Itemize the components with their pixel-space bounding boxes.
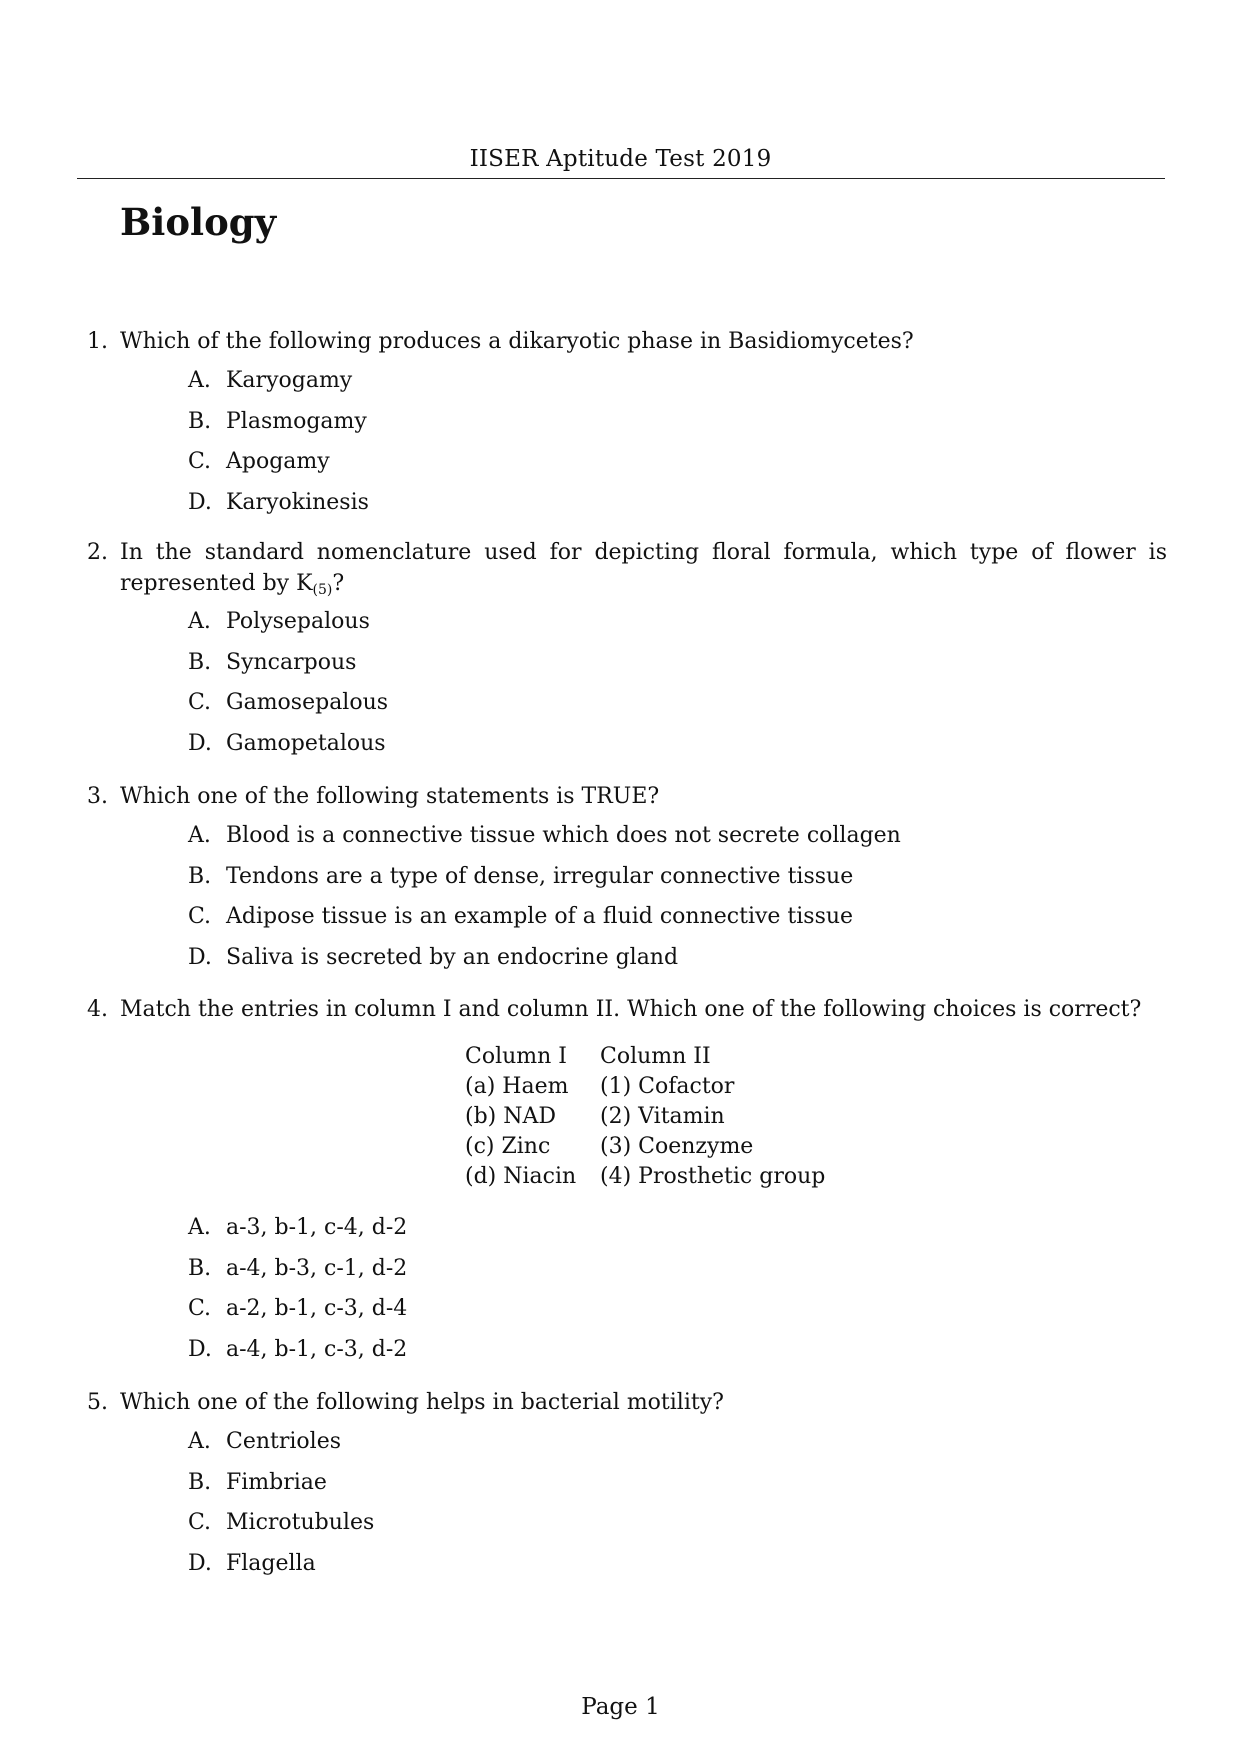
option-letter: C. — [188, 1510, 212, 1535]
question-number: 1. — [87, 329, 108, 354]
option-text: Flagella — [226, 1550, 316, 1576]
match-table-row — [465, 1132, 825, 1162]
option-text: Apogamy — [226, 449, 330, 474]
option-text: Saliva is secreted by an endocrine gland — [226, 944, 679, 970]
option-letter: B. — [188, 408, 212, 434]
column-1-cell: (a) Haem — [465, 1074, 569, 1099]
option-letter: B. — [188, 1469, 212, 1495]
question-number: 2. — [87, 540, 108, 565]
option-letter: A. — [188, 1215, 211, 1240]
option-text: Tendons are a type of dense, irregular connective tissue — [226, 863, 854, 889]
option-letter: D. — [188, 944, 212, 970]
option-text: Syncarpous — [226, 649, 357, 675]
option-letter: C. — [188, 904, 212, 929]
option-letter: A. — [188, 823, 211, 848]
question-number: 4. — [87, 997, 108, 1022]
question-1-options — [188, 361, 369, 523]
column-1-cell: (c) Zinc — [465, 1134, 551, 1159]
question-text: Match the entries in column I and column II. Which one of the following choices is correct? — [120, 997, 1142, 1022]
option-b — [188, 1463, 374, 1504]
option-letter: B. — [188, 649, 212, 675]
option-letter: D. — [188, 1550, 212, 1576]
option-text: Karyogamy — [226, 368, 353, 393]
option-b — [188, 857, 901, 898]
option-text: Plasmogamy — [226, 408, 367, 434]
column-2-cell: (4) Prosthetic group — [600, 1164, 826, 1189]
column-2-cell: (2) Vitamin — [600, 1104, 725, 1129]
option-b — [188, 1249, 407, 1290]
column-2-header: Column II — [600, 1044, 711, 1069]
option-a — [188, 1208, 407, 1249]
option-d — [188, 1544, 374, 1585]
question-1 — [87, 326, 1167, 357]
question-2 — [87, 537, 1167, 599]
match-table-row — [465, 1162, 825, 1192]
question-text: Which of the following produces a dikaryotic phase in Basidiomycetes? — [120, 329, 914, 354]
option-b — [188, 643, 388, 684]
option-b — [188, 402, 369, 443]
option-c — [188, 442, 369, 483]
option-letter: C. — [188, 1296, 212, 1321]
question-4-options — [188, 1208, 407, 1370]
match-table-header-row — [465, 1042, 825, 1072]
option-text: a-3, b-1, c-4, d-2 — [226, 1215, 408, 1240]
option-text: Adipose tissue is an example of a fluid connective tissue — [226, 904, 854, 929]
page-number: Page 1 — [581, 1694, 660, 1720]
option-text: Gamopetalous — [226, 730, 386, 756]
option-d — [188, 938, 901, 979]
question-text — [120, 537, 1167, 599]
option-a — [188, 1422, 374, 1463]
option-a — [188, 602, 388, 643]
option-letter: C. — [188, 449, 212, 474]
option-letter: D. — [188, 489, 212, 515]
option-text: a-4, b-1, c-3, d-2 — [226, 1336, 408, 1362]
question-number: 5. — [87, 1390, 108, 1415]
question-4 — [87, 994, 1167, 1025]
option-d — [188, 483, 369, 524]
option-text: Gamosepalous — [226, 690, 389, 715]
column-1-header: Column I — [465, 1044, 567, 1069]
column-2-cell: (1) Cofactor — [600, 1074, 735, 1099]
match-table-row — [465, 1072, 825, 1102]
option-letter: A. — [188, 368, 211, 393]
question-number: 3. — [87, 784, 108, 809]
match-table — [465, 1042, 825, 1192]
column-1-cell: (d) Niacin — [465, 1164, 577, 1189]
option-text: Microtubules — [226, 1510, 375, 1535]
option-a — [188, 816, 901, 857]
option-c — [188, 1503, 374, 1544]
option-c — [188, 897, 901, 938]
option-letter: D. — [188, 1336, 212, 1362]
match-table-row — [465, 1102, 825, 1132]
question-5-options — [188, 1422, 374, 1584]
option-letter: D. — [188, 730, 212, 756]
option-c — [188, 683, 388, 724]
column-1-cell: (b) NAD — [465, 1104, 557, 1129]
option-d — [188, 1330, 407, 1371]
header-divider — [77, 178, 1165, 179]
option-text: Centrioles — [226, 1429, 342, 1454]
option-letter: B. — [188, 1255, 212, 1281]
option-letter: C. — [188, 690, 212, 715]
section-title: Biology — [120, 200, 277, 244]
question-text-main: In the standard nomenclature used for depicting floral formula, which type of flower is represented by K — [120, 540, 1167, 596]
option-letter: A. — [188, 1429, 211, 1454]
option-text: Karyokinesis — [226, 489, 369, 515]
question-2-options — [188, 602, 388, 764]
option-a — [188, 361, 369, 402]
option-text: Polysepalous — [226, 609, 370, 634]
question-text-end: ? — [332, 571, 345, 596]
question-text-subscript: (5) — [312, 582, 333, 598]
question-3 — [87, 781, 1167, 812]
page-header-title: IISER Aptitude Test 2019 — [469, 146, 772, 172]
question-text: Which one of the following helps in bacterial motility? — [120, 1390, 724, 1415]
option-text: Blood is a connective tissue which does not secrete collagen — [226, 823, 901, 848]
option-text: a-2, b-1, c-3, d-4 — [226, 1296, 408, 1321]
question-5 — [87, 1387, 1167, 1418]
question-text: Which one of the following statements is TRUE? — [120, 784, 660, 809]
question-3-options — [188, 816, 901, 978]
option-d — [188, 724, 388, 765]
option-letter: A. — [188, 609, 211, 634]
option-text: a-4, b-3, c-1, d-2 — [226, 1255, 408, 1281]
option-c — [188, 1289, 407, 1330]
option-text: Fimbriae — [226, 1469, 327, 1495]
option-letter: B. — [188, 863, 212, 889]
column-2-cell: (3) Coenzyme — [600, 1134, 754, 1159]
